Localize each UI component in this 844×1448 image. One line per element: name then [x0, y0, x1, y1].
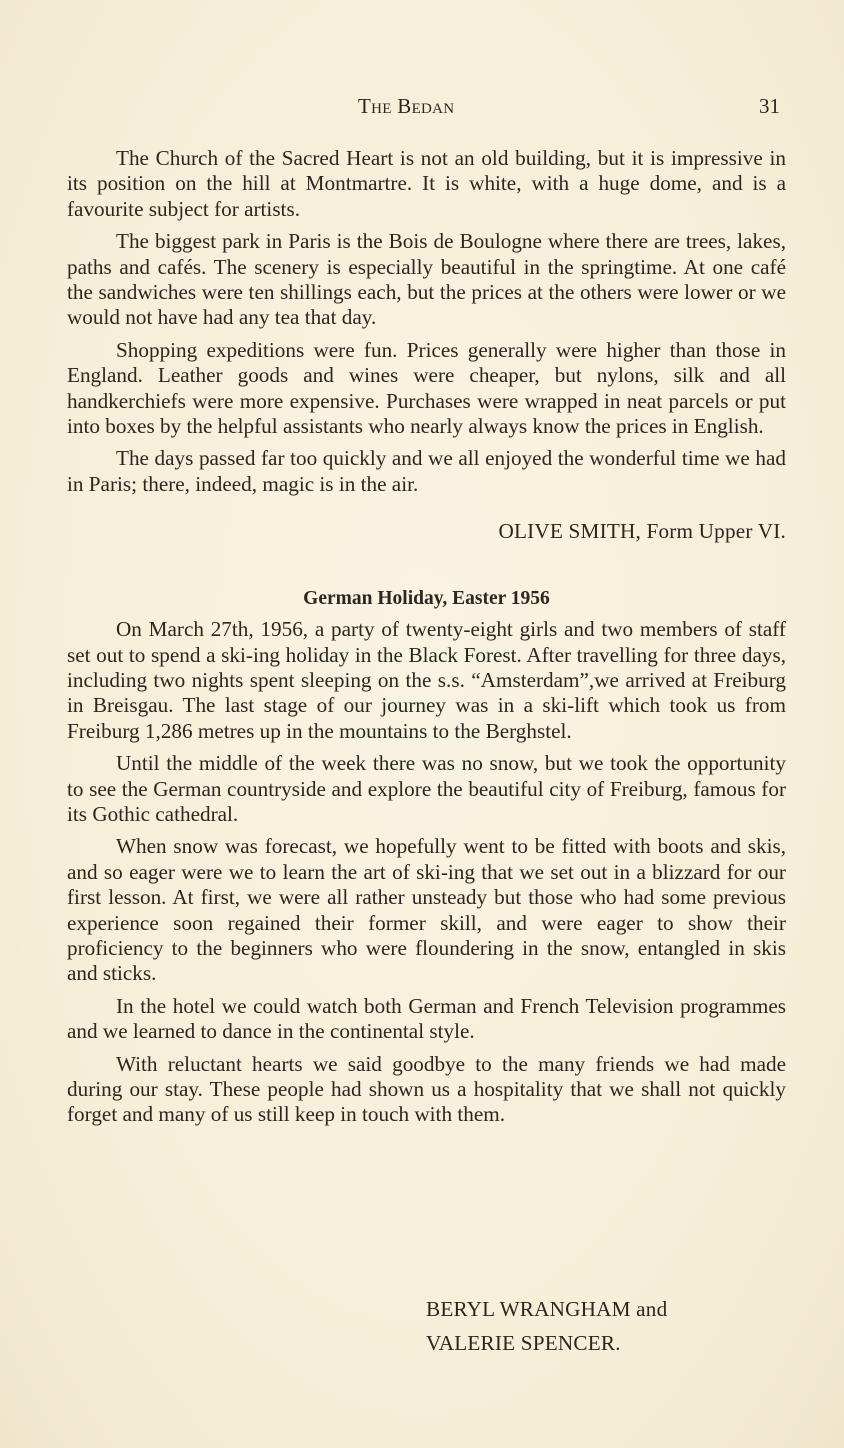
paragraph: With reluctant hearts we said goodbye to the many friends we had made during our stay. These people had shown us a hospitality that we shall not quickly forget and many of us still keep in touch with them.	[67, 1051, 786, 1127]
article-german-holiday	[67, 586, 786, 1128]
author-signature-block	[426, 1292, 667, 1360]
running-header	[0, 94, 844, 124]
article-heading: German Holiday, Easter 1956	[303, 587, 550, 609]
paragraph: The biggest park in Paris is the Bois de Boulogne where there are trees, lakes, paths and cafés. The scenery is especially beautiful in the springtime. At one café the sandwiches were ten shillings each, but the prices at the others were lower or we would not have had any tea that day.	[67, 229, 786, 330]
paragraph: Until the middle of the week there was no snow, but we took the opportunity to see the German countryside and explore the beautiful city of Freiburg, famous for its Gothic cathedral.	[67, 751, 786, 826]
paragraph: The days passed far too quickly and we all enjoyed the wonderful time we had in Paris; there, indeed, magic is in the air.	[67, 446, 786, 496]
paragraph: On March 27th, 1956, a party of twenty-eight girls and two members of staff set out to spend a ski-ing holiday in the Black Forest. After travelling for three days, including two nights spent sleeping on the s.s. “Amsterdam”,we arrived at Freiburg in Breisgau. The last stage of our journey was in a ski-lift which took us from Freiburg 1,286 metres up in the mountains to the Berghstel.	[67, 617, 786, 743]
running-title: The Bedan	[358, 94, 455, 118]
page-number: 31	[759, 94, 780, 118]
article-paris	[67, 146, 786, 545]
paragraph: In the hotel we could watch both German and French Television programmes and we learned to dance in the continental style.	[67, 993, 786, 1044]
paragraph: When snow was forecast, we hopefully went to be fitted with boots and skis, and so eager were we to learn the art of ski-ing that we set out in a blizzard for our first lesson. At first, we were all rather unsteady but those who had some previous experience soon regained their former skill, and were eager to show their proficiency to the beginners who were floundering in the snow, entangled in skis and sticks.	[67, 834, 786, 986]
page-body	[67, 146, 786, 1135]
signature-line: BERYL WRANGHAM and	[426, 1297, 668, 1321]
author-signature: OLIVE SMITH, Form Upper VI.	[498, 519, 786, 544]
paragraph: Shopping expeditions were fun. Prices generally were higher than those in England. Leather goods and wines were cheaper, but nylons, silk and all handkerchiefs were more expensive. Purchases were wrapped in neat parcels or put into boxes by the helpful assistants who nearly always know the prices in English.	[67, 337, 786, 439]
signature-line: VALERIE SPENCER.	[426, 1331, 621, 1355]
paragraph: The Church of the Sacred Heart is not an old building, but it is impressive in its position on the hill at Montmartre. It is white, with a huge dome, and is a favourite subject for artists.	[67, 146, 786, 221]
